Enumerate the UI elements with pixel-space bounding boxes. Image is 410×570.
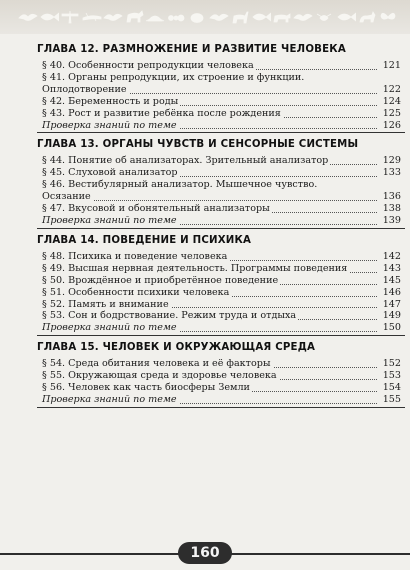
entry-page-number: 142 — [382, 250, 401, 262]
toc-entry — [42, 275, 405, 287]
toc-entry — [42, 310, 405, 322]
knowledge-check-entry — [42, 322, 405, 334]
entry-page-number: 150 — [382, 322, 401, 334]
fish-icon — [39, 9, 59, 25]
entry-title: § 40. Особенности репродукции человека — [42, 60, 254, 71]
entry-page-number: 153 — [382, 370, 401, 382]
toc-entry — [42, 108, 405, 120]
horse-icon — [124, 9, 144, 25]
chapter-divider — [37, 335, 405, 336]
entry-title: § 41. Органы репродукции, их строение и функции. — [42, 71, 305, 83]
entry-page-number: 133 — [382, 167, 401, 179]
entry-title: § 47. Вкусовой и обонятельный анализаторы — [42, 203, 270, 215]
chapter-entries — [42, 155, 405, 226]
entry-title: § 44. Понятие об анализаторах. Зрительный анализатор — [42, 155, 329, 167]
cat-icon — [357, 9, 377, 25]
ant-icon — [166, 9, 186, 25]
chapter-heading: ГЛАВА 15. ЧЕЛОВЕК И ОКРУЖАЮЩАЯ СРЕДА — [37, 342, 316, 354]
chapter-entries — [42, 251, 405, 334]
entry-page-number: 138 — [382, 203, 401, 215]
frog-icon — [145, 9, 165, 25]
entry-title: Проверка знаний по теме — [42, 322, 177, 334]
toc-entry — [42, 382, 405, 394]
entry-title: Оплодотворение — [42, 83, 127, 95]
toc-entry — [42, 370, 405, 382]
entry-title: § 52. Память и внимание — [42, 298, 169, 310]
toc-entry — [42, 287, 405, 299]
chapter-entries — [42, 358, 405, 406]
entry-page-number: 125 — [382, 107, 401, 119]
bird-icon — [103, 9, 123, 25]
fish-icon — [251, 9, 271, 25]
chapter-heading: ГЛАВА 13. ОРГАНЫ ЧУВСТВ И СЕНСОРНЫЕ СИСТЕМЫ — [37, 139, 359, 151]
chapter-divider — [37, 407, 405, 408]
knowledge-check-entry — [42, 215, 405, 227]
toc-entry — [42, 358, 405, 370]
entry-title: § 55. Окружающая среда и здоровье человека — [42, 370, 277, 382]
entry-page-number: 146 — [382, 286, 401, 298]
entry-page-number: 155 — [382, 393, 401, 405]
entry-title: § 48. Психика и поведение человека — [42, 250, 228, 262]
chapter-entries — [42, 60, 405, 131]
entry-title: § 56. Человек как часть биосферы Земли — [42, 382, 250, 394]
chapter-divider — [37, 228, 405, 229]
insect-icon — [314, 9, 334, 25]
entry-page-number: 122 — [382, 83, 401, 95]
entry-page-number: 129 — [382, 155, 401, 167]
toc-entry — [42, 72, 405, 84]
entry-page-number: 136 — [382, 191, 401, 203]
page-number: 160 — [190, 545, 220, 561]
entry-page-number: 124 — [382, 95, 401, 107]
knowledge-check-entry — [42, 394, 405, 406]
toc-entry — [42, 60, 405, 72]
entry-title: § 49. Высшая нервная деятельность. Программы поведения — [42, 262, 348, 274]
entry-title: Проверка знаний по теме — [42, 214, 177, 226]
entry-page-number: 121 — [382, 60, 401, 71]
entry-title: § 42. Беременность и роды — [42, 95, 179, 107]
entry-page-number: 152 — [382, 358, 401, 370]
dog-icon — [272, 9, 292, 25]
entry-title: § 51. Особенности психики человека — [42, 286, 230, 298]
knowledge-check-entry — [42, 120, 405, 132]
decorative-header-band — [0, 0, 410, 34]
dragonfly-icon — [60, 9, 80, 25]
entry-page-number: 145 — [382, 274, 401, 286]
toc-entry — [42, 179, 405, 191]
toc-entry — [42, 96, 405, 108]
bird-icon — [209, 9, 229, 25]
entry-title: § 46. Вестибулярный анализатор. Мышечное чувство. — [42, 179, 318, 191]
entry-page-number: 149 — [382, 310, 401, 322]
butterfly-icon — [378, 9, 398, 25]
entry-page-number: 139 — [382, 214, 401, 226]
deer-icon — [230, 9, 250, 25]
entry-title: Осязание — [42, 191, 91, 203]
chapter-divider — [37, 132, 405, 133]
entry-page-number: 147 — [382, 298, 401, 310]
chapter-heading: ГЛАВА 14. ПОВЕДЕНИЕ И ПСИХИКА — [37, 234, 252, 246]
toc-entry — [42, 263, 405, 275]
toc-entry — [42, 167, 405, 179]
chapter-heading: ГЛАВА 12. РАЗМНОЖЕНИЕ И РАЗВИТИЕ ЧЕЛОВЕКА — [37, 44, 346, 55]
table-of-contents — [37, 38, 405, 408]
entry-page-number: 154 — [382, 382, 401, 394]
bird-icon — [18, 9, 38, 25]
toc-entry — [42, 84, 405, 96]
fish-icon — [336, 9, 356, 25]
toc-entry — [42, 191, 405, 203]
entry-title: § 45. Слуховой анализатор — [42, 167, 178, 179]
entry-title: Проверка знаний по теме — [42, 119, 177, 131]
entry-title: § 54. Среда обитания человека и её факторы — [42, 358, 271, 370]
animal-silhouettes-strip — [18, 9, 398, 25]
beetle-icon — [187, 9, 207, 25]
entry-title: Проверка знаний по теме — [42, 393, 177, 405]
lizard-icon — [82, 9, 102, 25]
toc-entry — [42, 155, 405, 167]
toc-entry — [42, 203, 405, 215]
entry-page-number: 126 — [382, 119, 401, 131]
entry-page-number: 143 — [382, 262, 401, 274]
page-number-badge — [178, 542, 232, 564]
entry-title: § 43. Рост и развитие ребёнка после рождения — [42, 107, 281, 119]
entry-title: § 50. Врождённое и приобретённое поведение — [42, 274, 279, 286]
bird-icon — [293, 9, 313, 25]
toc-entry — [42, 299, 405, 311]
entry-title: § 53. Сон и бодрствование. Режим труда и отдыха — [42, 310, 297, 322]
toc-entry — [42, 251, 405, 263]
